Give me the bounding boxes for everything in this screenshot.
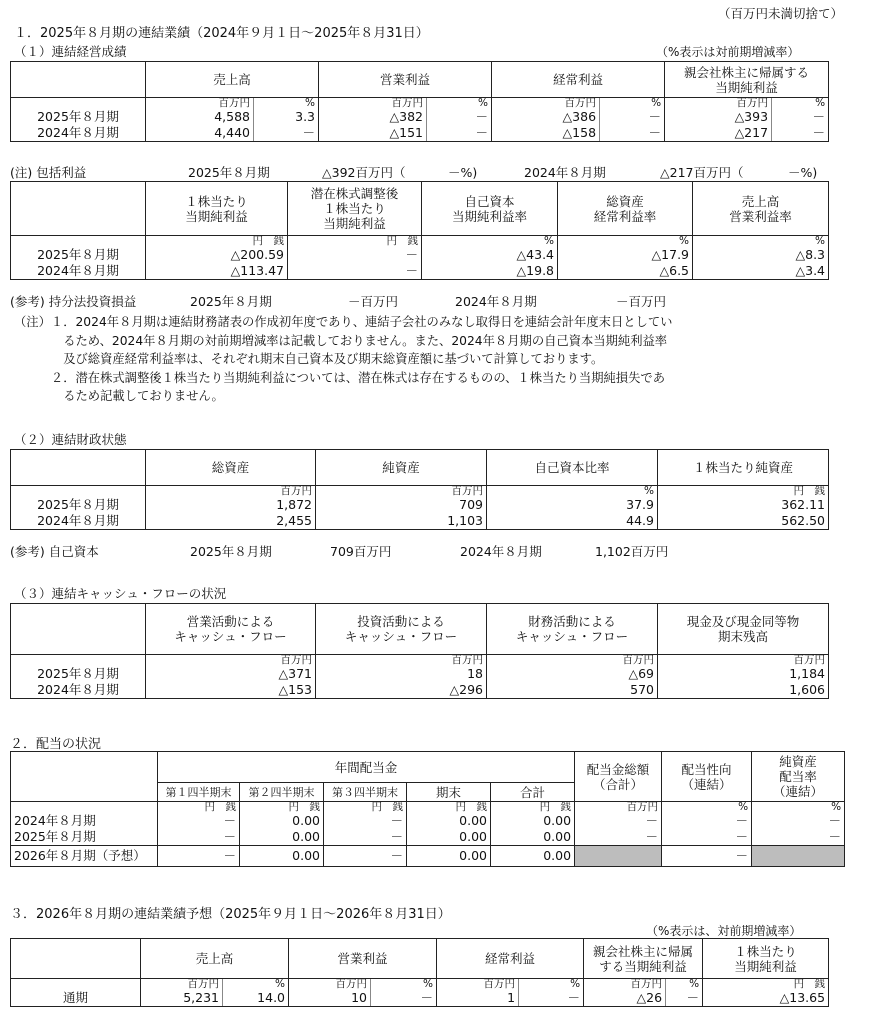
unit-cell: 百万円: [437, 979, 519, 991]
unit-cell: %: [427, 98, 492, 110]
value-cell: 4,440: [146, 125, 254, 142]
equity-ref-value2: 1,102百万円: [595, 544, 669, 559]
header-financing-cf: [487, 604, 658, 655]
value-cell: 0.00: [240, 829, 324, 846]
value-cell: 14.0: [223, 990, 289, 1007]
value-cell: 0.00: [240, 813, 324, 829]
header-q2: 第２四半期末: [240, 783, 324, 802]
header-operating-cf: [146, 604, 316, 655]
value-cell: △371: [146, 666, 316, 682]
shaded-cell: [752, 846, 845, 867]
value-cell: －: [427, 125, 492, 142]
equity-method-year1: 2025年８月期: [190, 294, 272, 309]
comprehensive-income-value2: △217百万円（: [660, 165, 744, 180]
header-text: １株当たり: [323, 201, 386, 216]
unit-cell: 百万円: [316, 655, 487, 667]
equity-method-value2: －百万円: [616, 294, 667, 309]
header-text: （合計）: [593, 776, 644, 792]
unit-cell: %: [371, 979, 437, 991]
unit-blank: [11, 486, 146, 498]
footnote-line: るため、2024年８月期の対前期増減率は記載しておりません。また、2024年８月期の自己資本当期純利益率: [14, 333, 668, 348]
header-text: 配当性向: [681, 761, 732, 777]
value-cell: －: [324, 846, 407, 867]
unit-cell: %: [558, 236, 693, 248]
header-q1: 第１四半期末: [158, 783, 240, 802]
value-cell: 1: [437, 990, 519, 1007]
header-cash-balance: [658, 604, 829, 655]
forecast-table: [10, 938, 829, 1007]
comprehensive-income-year1: 2025年８月期: [188, 165, 270, 180]
value-cell: －: [288, 263, 422, 280]
unit-cell: 円 銭: [491, 802, 575, 814]
value-cell: △6.5: [558, 263, 693, 280]
header-text: 当期純利益: [323, 216, 386, 231]
cash-flow-table: [10, 603, 829, 699]
value-cell: －: [772, 109, 829, 125]
value-cell: 709: [316, 497, 487, 513]
financial-position-table: [10, 449, 829, 530]
value-cell: △151: [319, 125, 427, 142]
header-text: 現金及び現金同等物: [686, 614, 800, 629]
header-text: 総資産: [606, 193, 644, 209]
header-text: １株当たり: [734, 943, 797, 959]
per-share-ratio-table: [10, 181, 829, 280]
unit-cell: %: [254, 98, 319, 110]
header-annual-dividend: 年間配当金: [158, 752, 575, 783]
value-cell: △69: [487, 666, 658, 682]
header-roa: [558, 182, 693, 236]
header-roe: [422, 182, 558, 236]
unit-cell: %: [666, 979, 703, 991]
comprehensive-income-value1: △392百万円（: [322, 165, 406, 180]
header-text: キャッシュ・フロー: [174, 629, 287, 644]
header-text: 配当金総額: [586, 761, 650, 777]
unit-cell: 百万円: [492, 98, 600, 110]
row-label: 2025年８月期: [11, 497, 146, 513]
unit-cell: 百万円: [487, 655, 658, 667]
unit-cell: 百万円: [584, 979, 666, 991]
equity-ref-label: (参考) 自己資本: [10, 544, 99, 559]
header-text: 売上高: [741, 193, 780, 209]
value-cell: 0.00: [407, 829, 491, 846]
value-cell: △26: [584, 990, 666, 1007]
value-cell: －: [575, 829, 662, 846]
header-net-profit-line1: 親会社株主に帰属する: [684, 64, 810, 80]
unit-cell: %: [223, 979, 289, 991]
header-total-assets: 総資産: [146, 450, 316, 486]
row-label: 通期: [11, 990, 141, 1007]
header-operating-profit: 営業利益: [319, 62, 492, 98]
comprehensive-income-label: (注) 包括利益: [10, 165, 87, 180]
header-net-profit: [665, 62, 829, 98]
value-cell: 0.00: [491, 846, 575, 867]
corner-cell: [11, 62, 146, 98]
header-text: 営業利益率: [729, 208, 792, 224]
unit-cell: 百万円: [316, 486, 487, 498]
row-label: 2024年８月期: [11, 682, 146, 699]
value-cell: △113.47: [146, 263, 288, 280]
value-cell: －: [575, 813, 662, 829]
unit-cell: 百万円: [289, 979, 371, 991]
footnote-line: るため記載しておりません。: [14, 389, 224, 403]
unit-cell: %: [600, 98, 665, 110]
unit-cell: 百万円: [665, 98, 772, 110]
value-cell: △200.59: [146, 247, 288, 263]
forecast-change-note: （%表示は、対前期増減率）: [646, 924, 802, 938]
comprehensive-income-pct2: －%): [788, 165, 818, 180]
unit-cell: 円 銭: [407, 802, 491, 814]
dividends-table: [10, 751, 845, 867]
section-title-cash-flows: （３）連結キャッシュ・フローの状況: [14, 586, 227, 601]
value-cell: －: [600, 125, 665, 142]
value-cell: 1,606: [658, 682, 829, 699]
unit-cell: 円 銭: [240, 802, 324, 814]
value-cell: 0.00: [240, 846, 324, 867]
header-bps: １株当たり純資産: [658, 450, 829, 486]
subsection-title-operating: （１）連結経営成績: [14, 44, 127, 59]
value-cell: 562.50: [658, 513, 829, 530]
corner-cell: [11, 939, 141, 979]
footnote-line: ２．潜在株式調整後１株当たり当期純利益については、潜在株式は存在するものの、１株当たり当期純損失であ: [14, 370, 665, 385]
corner-cell: [11, 182, 146, 236]
header-sales: 売上高: [141, 939, 289, 979]
unit-cell: %: [752, 802, 845, 814]
unit-cell: 円 銭: [703, 979, 829, 991]
change-rate-note: （%表示は対前期増減率）: [656, 45, 800, 59]
header-equity-ratio: 自己資本比率: [487, 450, 658, 486]
value-cell: 362.11: [658, 497, 829, 513]
header-text: 当期純利益: [734, 958, 797, 974]
header-text: 当期純利益: [185, 208, 248, 224]
header-ordinary-profit: 経常利益: [437, 939, 584, 979]
header-text: 配当率: [779, 769, 817, 784]
row-label: 2024年８月期: [11, 263, 146, 280]
value-cell: 4,588: [146, 109, 254, 125]
section-title-dividends: ２．配当の状況: [10, 737, 102, 752]
comprehensive-income-year2: 2024年８月期: [524, 165, 606, 180]
value-cell: 1,184: [658, 666, 829, 682]
header-sales: 売上高: [146, 62, 319, 98]
unit-cell: %: [487, 486, 658, 498]
header-text: 経常利益率: [593, 208, 657, 224]
header-text: 純資産: [779, 754, 817, 769]
unit-cell: 円 銭: [288, 236, 422, 248]
operating-results-table: [10, 61, 829, 142]
header-year-end: 期末: [407, 783, 491, 802]
value-cell: △3.4: [693, 263, 829, 280]
unit-cell: 円 銭: [158, 802, 240, 814]
value-cell: 0.00: [407, 813, 491, 829]
unit-cell: 百万円: [658, 655, 829, 667]
value-cell: △153: [146, 682, 316, 699]
unit-blank: [11, 979, 141, 991]
header-investing-cf: [316, 604, 487, 655]
corner-cell: [11, 604, 146, 655]
comprehensive-income-pct1: －%): [448, 165, 478, 180]
value-cell: －: [772, 125, 829, 142]
value-cell: 3.3: [254, 109, 319, 125]
unit-note: （百万円未満切捨て）: [718, 6, 844, 21]
value-cell: 10: [289, 990, 371, 1007]
value-cell: －: [158, 846, 240, 867]
unit-cell: %: [422, 236, 558, 248]
unit-cell: %: [693, 236, 829, 248]
value-cell: －: [662, 846, 752, 867]
value-cell: 44.9: [487, 513, 658, 530]
value-cell: △296: [316, 682, 487, 699]
value-cell: 0.00: [407, 846, 491, 867]
unit-blank: [11, 236, 146, 248]
value-cell: －: [158, 813, 240, 829]
corner-cell: [11, 752, 158, 783]
equity-ref-value1: 709百万円: [330, 544, 392, 559]
header-text: 財務活動による: [528, 614, 616, 629]
value-cell: 18: [316, 666, 487, 682]
header-text: 潜在株式調整後: [310, 186, 399, 201]
row-label: 2024年８月期: [11, 125, 146, 142]
header-q3: 第３四半期末: [324, 783, 407, 802]
value-cell: －: [662, 813, 752, 829]
value-cell: △393: [665, 109, 772, 125]
value-cell: △8.3: [693, 247, 829, 263]
unit-cell: 百万円: [146, 486, 316, 498]
value-cell: －: [324, 829, 407, 846]
footnote-line: 及び総資産経常利益率は、それぞれ期末自己資本及び期末総資産額に基づいて計算しております。: [14, 352, 604, 366]
section-title-forecast: ３．2026年８月期の連結業績予想（2025年９月１日～2026年８月31日）: [10, 907, 451, 922]
value-cell: 0.00: [491, 829, 575, 846]
value-cell: 37.9: [487, 497, 658, 513]
value-cell: －: [158, 829, 240, 846]
header-doe: [752, 752, 845, 802]
unit-cell: 百万円: [146, 655, 316, 667]
equity-ref-year2: 2024年８月期: [460, 544, 542, 559]
value-cell: －: [427, 109, 492, 125]
header-text: 期末残高: [717, 629, 768, 644]
header-text: 親会社株主に帰属: [593, 943, 694, 959]
header-ordinary-profit: 経常利益: [492, 62, 665, 98]
header-eps: [146, 182, 288, 236]
unit-cell: 百万円: [146, 98, 254, 110]
value-cell: 570: [487, 682, 658, 699]
equity-method-label: (参考) 持分法投資損益: [10, 294, 137, 309]
header-net-profit: [584, 939, 703, 979]
row-label: 2024年８月期: [11, 513, 146, 530]
section-title-financial-position: （２）連結財政状態: [14, 432, 127, 447]
unit-blank: [11, 655, 146, 667]
equity-method-year2: 2024年８月期: [455, 294, 537, 309]
value-cell: △19.8: [422, 263, 558, 280]
footnotes: [14, 313, 672, 406]
value-cell: △386: [492, 109, 600, 125]
header-diluted-eps: [288, 182, 422, 236]
header-net-assets: 純資産: [316, 450, 487, 486]
value-cell: －: [662, 829, 752, 846]
value-cell: △13.65: [703, 990, 829, 1007]
row-label: 2026年８月期（予想）: [11, 846, 158, 867]
header-text: キャッシュ・フロー: [515, 629, 629, 644]
header-text: キャッシュ・フロー: [344, 629, 458, 644]
value-cell: －: [254, 125, 319, 142]
unit-cell: 百万円: [575, 802, 662, 814]
unit-cell: %: [772, 98, 829, 110]
value-cell: －: [752, 829, 845, 846]
value-cell: △217: [665, 125, 772, 142]
value-cell: －: [288, 247, 422, 263]
header-text: （連結）: [681, 776, 732, 792]
value-cell: 2,455: [146, 513, 316, 530]
row-label: 2025年８月期: [11, 247, 146, 263]
unit-cell: 円 銭: [146, 236, 288, 248]
header-dividend-total: [575, 752, 662, 802]
header-text: 営業活動による: [186, 614, 275, 629]
value-cell: △158: [492, 125, 600, 142]
section-title-results: １．2025年８月期の連結業績（2024年９月１日～2025年８月31日）: [14, 26, 429, 41]
equity-ref-year1: 2025年８月期: [190, 544, 272, 559]
header-operating-margin: [693, 182, 829, 236]
header-text: （連結）: [773, 784, 824, 799]
unit-cell: 円 銭: [324, 802, 407, 814]
unit-cell: 円 銭: [658, 486, 829, 498]
value-cell: －: [600, 109, 665, 125]
unit-cell: 百万円: [141, 979, 223, 991]
value-cell: △382: [319, 109, 427, 125]
unit-cell: %: [519, 979, 584, 991]
header-text: 当期純利益率: [451, 208, 527, 224]
header-eps: [703, 939, 829, 979]
header-text: １株当たり: [185, 193, 248, 209]
row-label: 2024年８月期: [11, 813, 158, 829]
unit-blank: [11, 98, 146, 110]
header-total: 合計: [491, 783, 575, 802]
unit-blank: [11, 802, 158, 814]
value-cell: －: [752, 813, 845, 829]
row-label: 2025年８月期: [11, 109, 146, 125]
unit-cell: %: [662, 802, 752, 814]
corner-cell: [11, 783, 158, 802]
header-text: 投資活動による: [357, 614, 445, 629]
value-cell: 1,872: [146, 497, 316, 513]
value-cell: －: [324, 813, 407, 829]
value-cell: 1,103: [316, 513, 487, 530]
row-label: 2025年８月期: [11, 829, 158, 846]
header-operating-profit: 営業利益: [289, 939, 437, 979]
value-cell: －: [371, 990, 437, 1007]
value-cell: 5,231: [141, 990, 223, 1007]
corner-cell: [11, 450, 146, 486]
header-text: する当期純利益: [599, 958, 687, 974]
shaded-cell: [575, 846, 662, 867]
row-label: 2025年８月期: [11, 666, 146, 682]
value-cell: △43.4: [422, 247, 558, 263]
header-payout-ratio: [662, 752, 752, 802]
footnote-line: （注）１．2024年８月期は連結財務諸表の作成初年度であり、連結子会社のみなし取得日を連結会計年度末日としてい: [14, 315, 673, 329]
unit-cell: 百万円: [319, 98, 427, 110]
value-cell: 0.00: [491, 813, 575, 829]
value-cell: －: [666, 990, 703, 1007]
value-cell: －: [519, 990, 584, 1007]
value-cell: △17.9: [558, 247, 693, 263]
equity-method-value1: －百万円: [348, 294, 399, 309]
header-text: 自己資本: [464, 193, 515, 209]
header-net-profit-line2: 当期純利益: [715, 79, 778, 95]
